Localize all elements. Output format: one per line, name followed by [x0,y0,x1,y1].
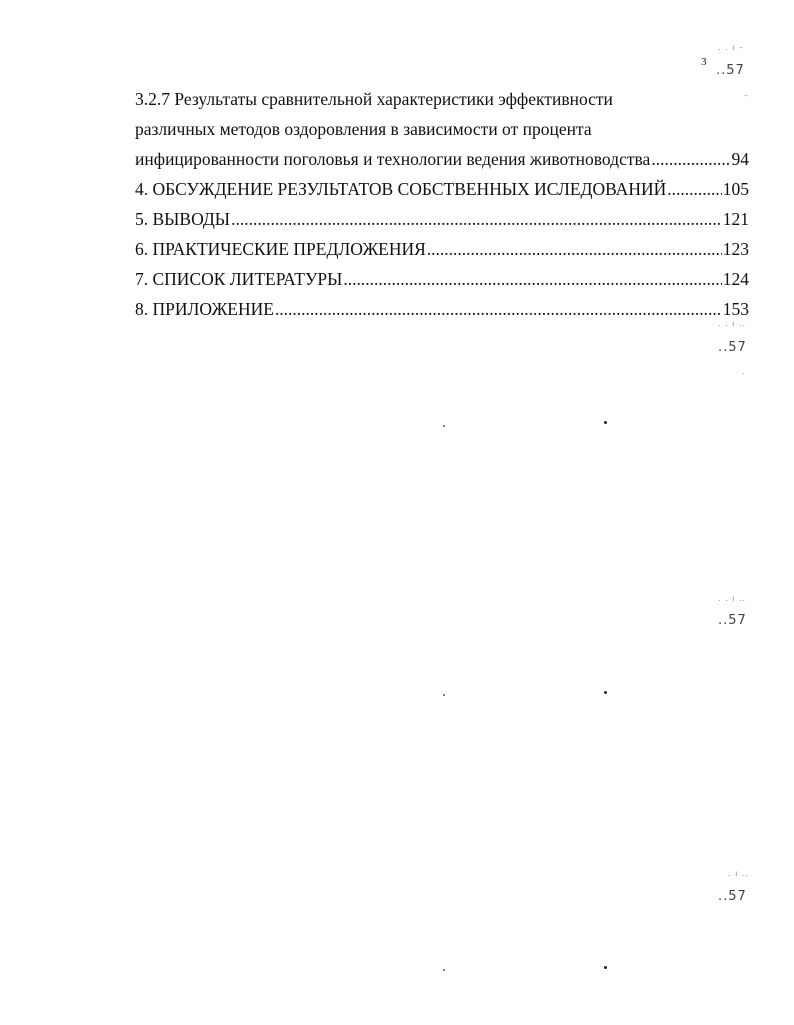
table-of-contents [135,84,749,324]
dot-leader [343,264,721,294]
toc-entry-3-2-7-line-2 [135,114,749,144]
scan-dot [443,425,445,427]
scan-noise: . . ı – [718,43,744,52]
scan-noise: . . ı .. [718,319,747,328]
toc-entry-conclusions [135,204,749,234]
toc-entry-title: 6. ПРАКТИЧЕСКИЕ ПРЕДЛОЖЕНИЯ [135,239,426,259]
dot-leader [651,144,730,174]
dot-leader [231,204,722,234]
toc-entry-3-2-7-text-2: различных методов оздоровления в зависимости от процента [135,119,592,139]
dot-leader [275,294,722,324]
dot-leader [667,174,722,204]
toc-entry-title: 8. ПРИЛОЖЕНИЕ [135,299,274,319]
toc-entry-page: 121 [722,209,749,229]
toc-entry-3-2-7-text-1: 3.2.7 Результаты сравнительной характеристики эффективности [135,89,613,109]
toc-entry-page: 153 [722,299,749,319]
scan-dot [604,966,607,969]
scan-dot [604,421,607,424]
scan-mark: ..57 [716,63,745,78]
toc-entry-page: 123 [722,239,749,259]
dot-leader [427,234,722,264]
scan-noise: . . ı .. [718,594,747,603]
toc-entry-title: 7. СПИСОК ЛИТЕРАТУРЫ [135,269,343,289]
page-number: 3 [701,56,707,68]
toc-entry-page: 105 [722,179,749,199]
scan-dot [443,969,445,971]
toc-entry-3-2-7-line-1 [135,84,749,114]
toc-entry-discussion [135,174,749,204]
toc-entry-page: 124 [722,269,749,289]
toc-entry-3-2-7-page: 94 [731,149,749,169]
scan-dot [604,691,607,694]
scan-mark: ..57 [718,889,747,904]
scan-mark: ..57 [718,340,747,355]
toc-entry-title: 5. ВЫВОДЫ [135,209,231,229]
scan-noise: – [744,91,749,100]
toc-entry-appendix [135,294,749,324]
toc-entry-3-2-7-line-3 [135,144,749,174]
toc-entry-practical-proposals [135,234,749,264]
toc-entry-3-2-7-text-3: инфицированности поголовья и технологии ведения животноводства [135,149,651,169]
toc-entry-references [135,264,749,294]
toc-entry-title: 4. ОБСУЖДЕНИЕ РЕЗУЛЬТАТОВ СОБСТВЕННЫХ ИСЛЕДОВАНИЙ [135,179,667,199]
scan-dot [443,694,445,696]
scan-noise: . ı .. [728,869,749,878]
scan-noise: . [742,367,746,376]
scan-mark: ..57 [718,613,747,628]
